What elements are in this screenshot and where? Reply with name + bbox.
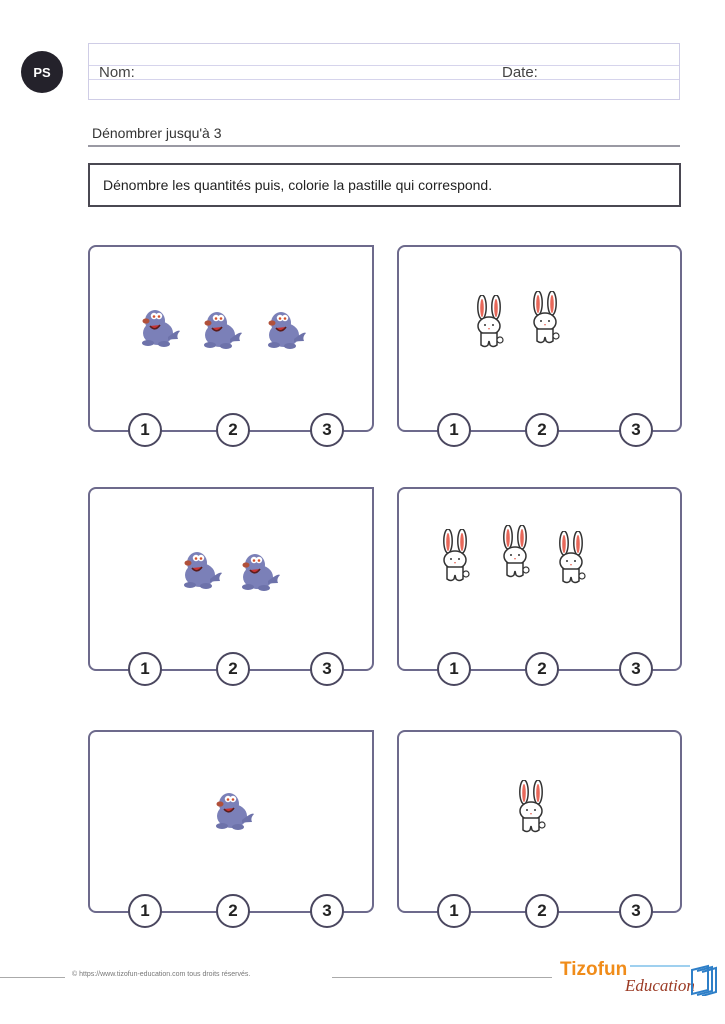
answer-choice-1[interactable]: 1 [437, 413, 471, 447]
answer-choice-1[interactable]: 1 [437, 894, 471, 928]
seal-icon [212, 790, 256, 832]
seal-icon [264, 309, 308, 351]
worksheet-subtitle: Dénombrer jusqu'à 3 [92, 125, 222, 141]
rabbit-icon [437, 529, 473, 585]
answer-choice-1[interactable]: 1 [128, 652, 162, 686]
exercise-panel [397, 487, 682, 678]
answer-choice-1[interactable]: 1 [128, 894, 162, 928]
name-date-box [88, 43, 680, 100]
footer-rule [332, 977, 552, 978]
tizofun-logo [560, 959, 720, 999]
exercise-panel [88, 487, 374, 678]
answer-choice-2[interactable]: 2 [216, 413, 250, 447]
exercise-panel [88, 245, 374, 439]
answer-choice-2[interactable]: 2 [525, 894, 559, 928]
answer-choice-3[interactable]: 3 [619, 894, 653, 928]
exercise-panel [397, 730, 682, 920]
answer-choice-3[interactable]: 3 [310, 894, 344, 928]
answer-choice-2[interactable]: 2 [525, 413, 559, 447]
rabbit-icon [527, 291, 563, 347]
seal-icon [180, 549, 224, 591]
answer-choices [90, 413, 372, 449]
rabbit-icon [471, 295, 507, 351]
answer-choice-3[interactable]: 3 [310, 652, 344, 686]
answer-choice-3[interactable]: 3 [619, 652, 653, 686]
answer-choice-3[interactable]: 3 [310, 413, 344, 447]
answer-choices [399, 652, 680, 688]
seal-icon [200, 309, 244, 351]
rabbit-icon [513, 780, 549, 836]
seal-icon [138, 307, 182, 349]
footer-rule [0, 977, 65, 978]
name-label[interactable]: Nom: [99, 64, 135, 81]
book-icon [688, 962, 718, 996]
exercise-panel [397, 245, 682, 439]
answer-choice-3[interactable]: 3 [619, 413, 653, 447]
seal-icon [238, 551, 282, 593]
answer-choice-1[interactable]: 1 [128, 413, 162, 447]
exercise-panel [88, 730, 374, 920]
level-badge: PS [21, 51, 63, 93]
rabbit-icon [497, 525, 533, 581]
logo-subtitle: Education [625, 976, 695, 995]
logo-swoosh [630, 965, 690, 967]
ruled-line [89, 79, 679, 80]
answer-choices [399, 894, 680, 930]
copyright-text: © https://www.tizofun-education.com tous droits réservés. [72, 971, 251, 978]
instruction-text: Dénombre les quantités puis, colorie la pastille qui correspond. [103, 177, 493, 193]
logo-wordmark: Tizofun [560, 959, 628, 980]
subtitle-underline [88, 145, 680, 147]
answer-choice-1[interactable]: 1 [437, 652, 471, 686]
answer-choice-2[interactable]: 2 [525, 652, 559, 686]
answer-choices [90, 894, 372, 930]
answer-choice-2[interactable]: 2 [216, 652, 250, 686]
answer-choices [399, 413, 680, 449]
answer-choice-2[interactable]: 2 [216, 894, 250, 928]
ruled-line [89, 65, 679, 66]
answer-choices [90, 652, 372, 688]
instruction-box [88, 163, 681, 207]
date-label[interactable]: Date: [502, 64, 538, 81]
rabbit-icon [553, 531, 589, 587]
